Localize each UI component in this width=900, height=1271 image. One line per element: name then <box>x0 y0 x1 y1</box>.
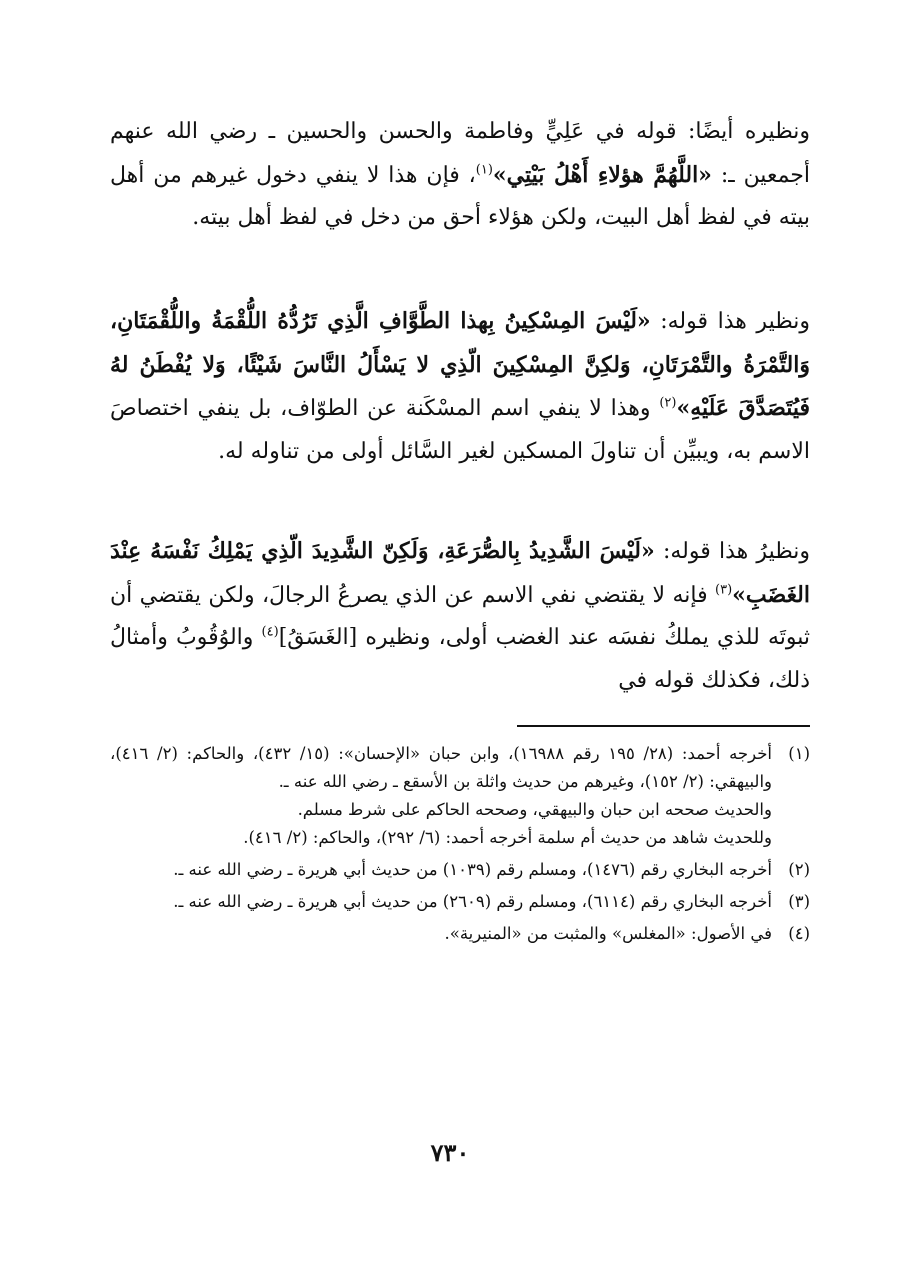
footnote-ref-2: (٢) <box>659 395 677 411</box>
footnote-line: أخرجه البخاري رقم (١٤٧٦)، ومسلم رقم (١٠٣٩) من حديث أبي هريرة ـ رضي الله عنه ـ. <box>173 860 772 879</box>
footnotes-list <box>110 740 810 952</box>
paragraph-3-text: ونظيرُ هذا قوله: <box>654 539 810 564</box>
footnote-line: في الأصول: «المغلس» والمثبت من «المنيرية». <box>444 924 772 943</box>
hadith-quote: «لَيْسَ المِسْكِينُ بِهذا الطَّوَّافِ الَّذِي تَرُدُّهُ اللُّقْمَةُ واللُّقْمَتَانِ، وَالتَّمْرَةُ والتَّمْرَتَانِ، وَلكِنَّ المِسْكِينَ الّذِي لا يَسْأَلُ النَّاسَ شَيْئًا، وَلا يُفْطَنُ لهُ فَيُتَصَدَّقَ عَلَيْهِ» <box>110 308 810 421</box>
footnote-body <box>110 740 772 852</box>
footnote-line: والحديث صححه ابن حبان والبيهقي، وصححه الحاكم على شرط مسلم. <box>297 800 772 819</box>
footnote-1 <box>110 740 810 852</box>
hadith-quote: «اللَّهُمَّ هؤلاءِ أَهْلُ بَيْتِي» <box>492 161 712 188</box>
page-number: ٧٣٠ <box>430 1138 470 1167</box>
paragraph-3 <box>110 530 810 702</box>
footnote-line: وللحديث شاهد من حديث أم سلمة أخرجه أحمد: (٦/ ٢٩٢)، والحاكم: (٢/ ٤١٦). <box>243 828 772 847</box>
footnote-body <box>110 920 772 948</box>
footnote-number: (١) <box>788 744 810 763</box>
paragraph-2-text: ونظير هذا قوله: <box>650 309 810 334</box>
footnote-number: (٣) <box>788 892 810 911</box>
footnote-body <box>110 856 772 884</box>
paragraph-3-text-end: والوُقُوبُ وأمثالُ ذلك، فكذلك قوله في <box>110 625 810 693</box>
paragraph-1 <box>110 111 810 240</box>
footnote-body <box>110 888 772 916</box>
footnote-number: (٢) <box>788 860 810 879</box>
paragraph-1-text: ونظيره أيضًا: قوله في عَلِيٍّ وفاطمة والحسن والحسين ـ رضي الله عنهم أجمعين ـ: <box>110 119 810 188</box>
footnote-line: أخرجه البخاري رقم (٦١١٤)، ومسلم رقم (٢٦٠٩) من حديث أبي هريرة ـ رضي الله عنه ـ. <box>173 892 772 911</box>
footnote-ref-4: (٤) <box>261 624 279 640</box>
footnote-2 <box>110 856 810 884</box>
footnote-divider <box>517 725 810 727</box>
hadith-quote: «لَيْسَ الشَّدِيدُ بِالصُّرَعَةِ، وَلَكِنّ الشَّدِيدَ الّذِي يَمْلِكُ نَفْسَهُ عِنْدَ الغَضَبِ» <box>110 538 810 608</box>
paragraph-2 <box>110 300 810 473</box>
footnote-3 <box>110 888 810 916</box>
footnote-line: أخرجه أحمد: (٢٨/ ١٩٥ رقم ١٦٩٨٨)، وابن حبان «الإحسان»: (١٥/ ٤٣٢)، والحاكم: (٢/ ٤١٦)، والبيهقي: (٢/ ١٥٢)، وغيرهم من حديث واثلة بن الأسقع ـ رضي الله عنه ـ. <box>110 744 773 791</box>
footnote-ref-3: (٣) <box>715 582 733 598</box>
footnote-ref-1: (١) <box>475 162 493 178</box>
paragraph-1-text-cont: ، فإن هذا لا ينفي دخول غيرهم من أهل بيته في لفظ أهل البيت، ولكن هؤلاء أحق من دخل في لفظ أهل بيته. <box>110 162 810 230</box>
paragraph-2-text-cont: وهذا لا ينفي اسم المسْكَنة عن الطوّاف، بل ينفي اختصاصَ الاسم به، ويبيِّن أن تناولَ المسكين لغير السَّائل أولى من تناوله له. <box>110 396 810 464</box>
footnote-number: (٤) <box>788 924 810 943</box>
paragraph-3-text-cont: فإنه لا يقتضي نفي الاسم عن الذي يصرعُ الرجالَ، ولكن يقتضي أن ثبوتَه للذي يملكُ نفسَه عند الغضب أولى، ونظيره [الغَسَقُ] <box>110 582 810 650</box>
footnote-4 <box>110 920 810 948</box>
